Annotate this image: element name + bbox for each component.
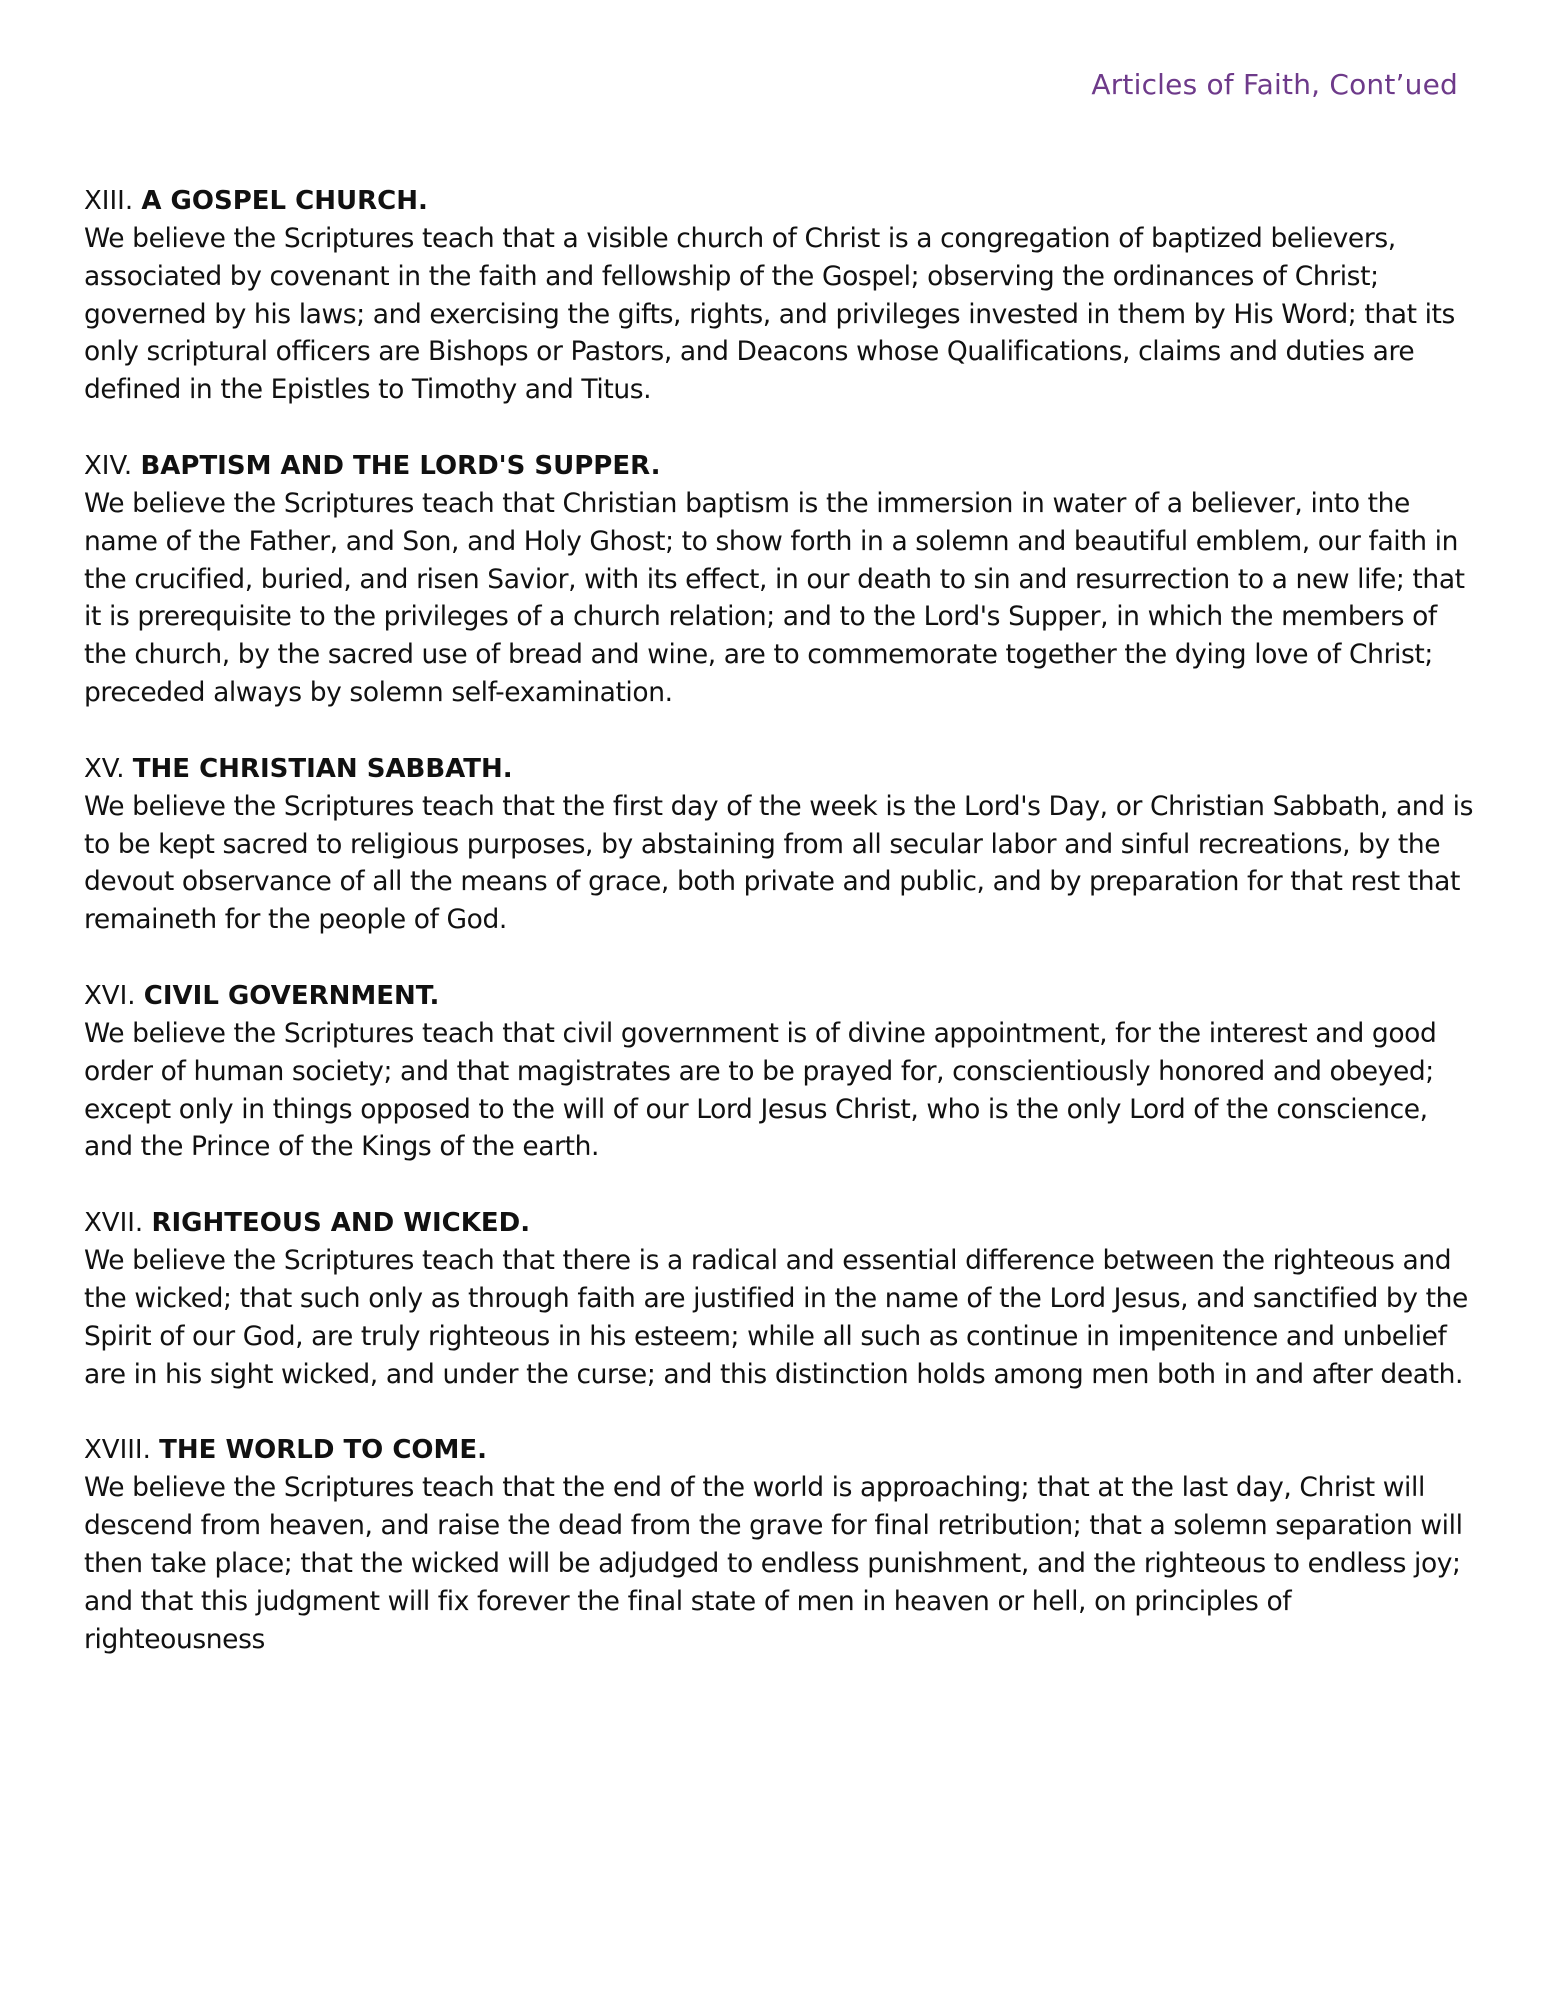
article-xviii: [84, 1431, 1474, 1658]
article-body: We believe the Scriptures teach that the first day of the week is the Lord's Day, or Christian Sabbath, and is to be kept sacred to religious purposes, by abstaining from all secular labor and sinful recreations, by the devout observance of all the means of grace, both private and public, and by preparation for that rest that remaineth for the people of God.: [84, 790, 1474, 936]
article-heading: [84, 447, 1474, 485]
article-body: We believe the Scriptures teach that a visible church of Christ is a congregation of baptized believers, associated by covenant in the faith and fellowship of the Gospel; observing the ordinances of Christ; governed by his laws; and exercising the gifts, rights, and privileges invested in them by His Word; that its only scriptural officers are Bishops or Pastors, and Deacons whose Qualifications, claims and duties are defined in the Epistles to Timothy and Titus.: [84, 223, 1455, 406]
page-header-title: Articles of Faith, Cont’ued: [1091, 68, 1458, 101]
article-xiv: [84, 447, 1474, 712]
article-numeral: XVII.: [84, 1208, 144, 1239]
article-title: THE CHRISTIAN SABBATH.: [132, 753, 513, 784]
article-heading: [84, 977, 1474, 1015]
articles-list: [84, 182, 1474, 1696]
article-xvi: [84, 977, 1474, 1166]
article-title: THE WORLD TO COME.: [159, 1435, 488, 1466]
article-numeral: XIV.: [84, 450, 133, 481]
article-numeral: XVIII.: [84, 1435, 151, 1466]
article-xvii: [84, 1204, 1474, 1393]
article-xv: [84, 750, 1474, 939]
article-numeral: XV.: [84, 753, 125, 784]
article-title: CIVIL GOVERNMENT.: [143, 980, 440, 1011]
article-body: We believe the Scriptures teach that the end of the world is approaching; that at the last day, Christ will descend from heaven, and raise the dead from the grave for final retribution; that a solemn separation will then take place; that the wicked will be adjudged to endless punishment, and the righteous to endless joy; and that this judgment will fix forever the final state of men in heaven or hell, on principles of righteousness: [84, 1472, 1463, 1655]
article-title: BAPTISM AND THE LORD'S SUPPER.: [140, 450, 661, 481]
article-heading: [84, 1204, 1474, 1242]
article-body: We believe the Scriptures teach that civil government is of divine appointment, for the interest and good order of human society; and that magistrates are to be prayed for, conscientiously honored and obeyed; except only in things opposed to the will of our Lord Jesus Christ, who is the only Lord of the conscience, and the Prince of the Kings of the earth.: [84, 1017, 1437, 1163]
article-title: A GOSPEL CHURCH.: [141, 186, 428, 216]
article-body: We believe the Scriptures teach that Christian baptism is the immersion in water of a believer, into the name of the Father, and Son, and Holy Ghost; to show forth in a solemn and beautiful emblem, our faith in the crucified, buried, and risen Savior, with its effect, in our death to sin and resurrection to a new life; that it is prerequisite to the privileges of a church relation; and to the Lord's Supper, in which the members of the church, by the sacred use of bread and wine, are to commemorate together the dying love of Christ; preceded always by solemn self-examination.: [84, 487, 1465, 708]
article-heading: [84, 1431, 1474, 1469]
article-numeral: XIII.: [84, 186, 134, 216]
article-numeral: XVI.: [84, 980, 136, 1011]
article-heading: [84, 182, 1474, 220]
article-heading: [84, 750, 1474, 788]
article-body: We believe the Scriptures teach that there is a radical and essential difference between the righteous and the wicked; that such only as through faith are justified in the name of the Lord Jesus, and sanctified by the Spirit of our God, are truly righteous in his esteem; while all such as continue in impenitence and unbelief are in his sight wicked, and under the curse; and this distinction holds among men both in and after death.: [84, 1245, 1468, 1390]
article-title: RIGHTEOUS AND WICKED.: [151, 1208, 531, 1239]
article-xiii: [84, 182, 1474, 409]
